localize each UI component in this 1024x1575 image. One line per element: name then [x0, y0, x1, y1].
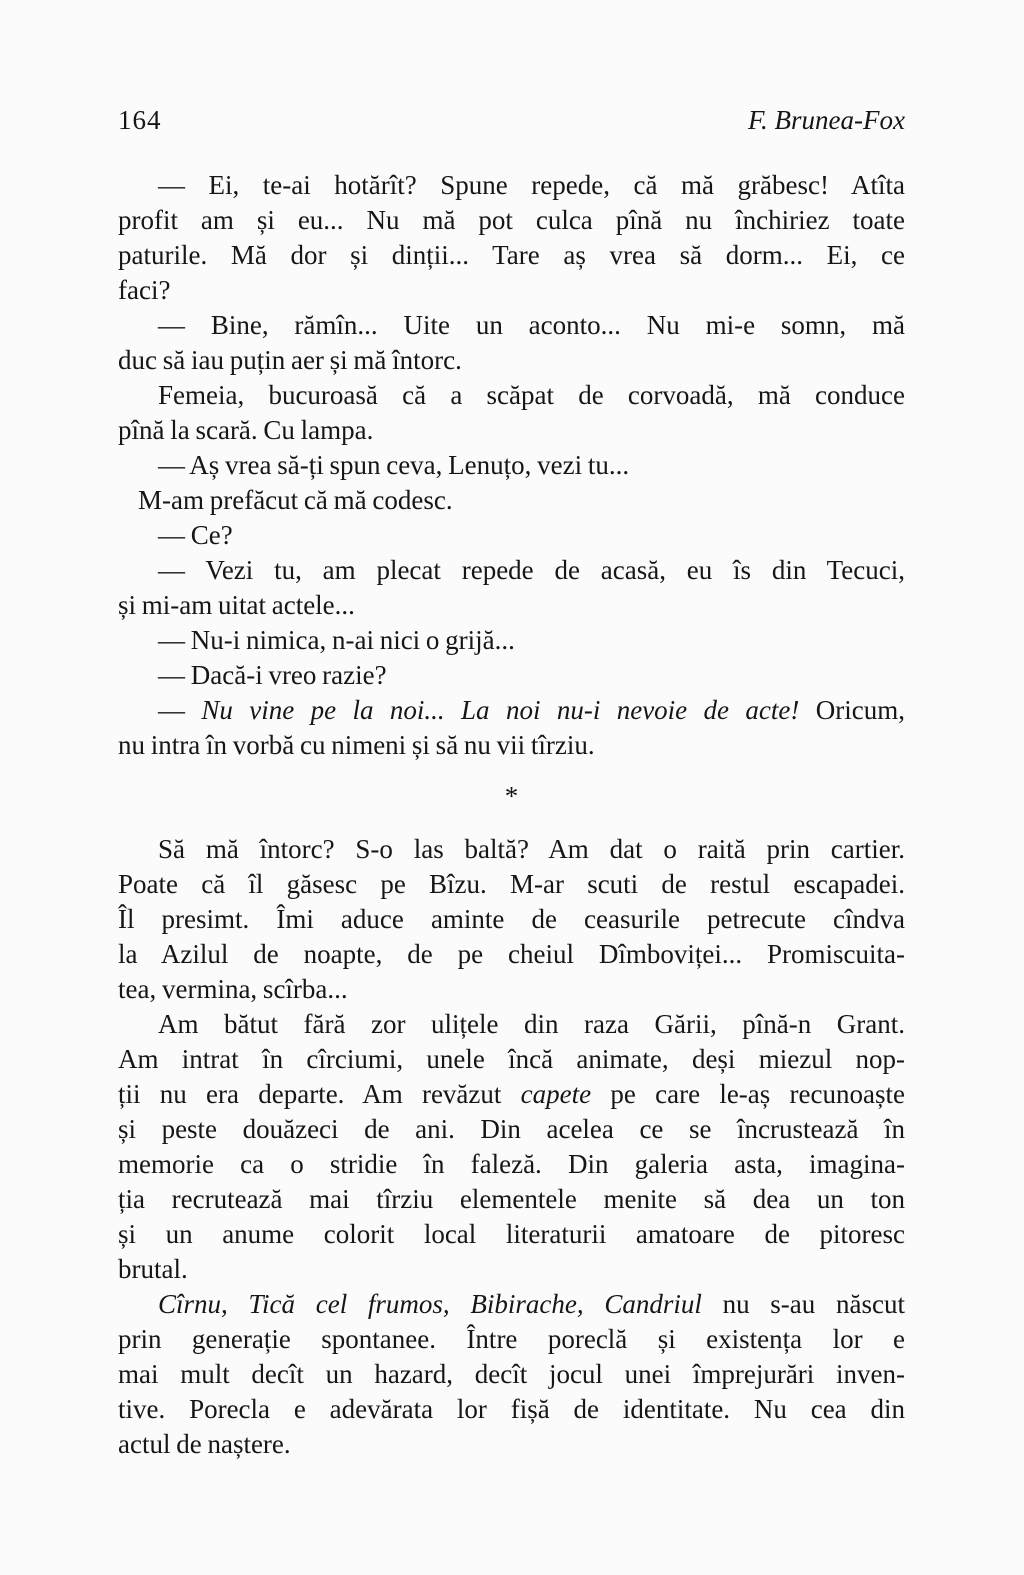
text-line: [118, 168, 905, 203]
text-line: [118, 483, 905, 518]
paragraph: [118, 832, 905, 1007]
text-line: [118, 832, 905, 867]
text-segment: nu s-au născut: [701, 1289, 905, 1319]
text-segment: — Bine, rămîn... Uite un aconto... Nu mi-e somn, mă: [158, 310, 905, 340]
text-line: [118, 867, 905, 902]
text-segment: pînă la scară. Cu lampa.: [118, 415, 374, 445]
text-line: [118, 1182, 905, 1217]
text-segment: și un anume colorit local literaturii amatoare de pitoresc: [118, 1219, 905, 1249]
paragraph: [118, 518, 905, 553]
text-segment: Am bătut fără zor ulițele din raza Gării, pînă-n Grant.: [158, 1009, 905, 1039]
text-line: [118, 902, 905, 937]
text-segment: prin generație spontanee. Între poreclă și existența lor e: [118, 1324, 905, 1354]
paragraph: [118, 1287, 905, 1462]
section-separator: *: [504, 781, 519, 811]
text-line: [118, 1042, 905, 1077]
text-segment: la Azilul de noapte, de pe cheiul Dîmboviței... Promiscuita-: [118, 939, 905, 969]
text-line: [118, 273, 905, 308]
paragraph: [118, 483, 905, 518]
text-segment: — Dacă-i vreo razie?: [158, 660, 387, 690]
page-header: [118, 104, 905, 136]
text-line: [118, 1007, 905, 1042]
text-segment: —: [158, 695, 202, 725]
text-segment: — Ei, te-ai hotărît? Spune repede, că mă grăbesc! Atîta: [158, 170, 905, 200]
text-line: [118, 1217, 905, 1252]
paragraph: [118, 658, 905, 693]
text-line: [118, 588, 905, 623]
text-segment: brutal.: [118, 1254, 188, 1284]
text-segment: Să mă întorc? S-o las baltă? Am dat o raită prin cartier.: [158, 834, 905, 864]
text-line: [118, 1322, 905, 1357]
text-block: [118, 168, 905, 1462]
paragraph: [118, 623, 905, 658]
italic-text-segment: Cîrnu, Tică cel frumos, Bibirache, Candriul: [158, 1289, 702, 1319]
running-head: F. Brunea-Fox: [748, 105, 905, 135]
text-line: [118, 308, 905, 343]
text-line: [118, 1287, 905, 1322]
text-segment: — Ce?: [158, 520, 233, 550]
text-line: [118, 203, 905, 238]
text-segment: tive. Porecla e adevărata lor fișă de identitate. Nu cea din: [118, 1394, 905, 1424]
text-line: [118, 972, 905, 1007]
text-segment: ția recrutează mai tîrziu elementele menite să dea un ton: [118, 1184, 905, 1214]
italic-text-segment: Nu vine pe la noi... La noi nu-i nevoie de acte!: [201, 695, 800, 725]
text-segment: Poate că îl găsesc pe Bîzu. M-ar scuti de restul escapadei.: [118, 869, 905, 899]
text-line: [118, 1077, 905, 1112]
text-line: [118, 378, 905, 413]
page-number: 164: [118, 105, 162, 135]
paragraph: [118, 1007, 905, 1287]
text-line: [118, 1112, 905, 1147]
text-line: [118, 413, 905, 448]
text-line: [118, 448, 905, 483]
text-segment: M-am prefăcut că mă codesc.: [138, 485, 453, 515]
paragraph: [118, 693, 905, 763]
text-line: [118, 693, 905, 728]
text-line: [118, 553, 905, 588]
text-segment: Femeia, bucuroasă că a scăpat de corvoadă, mă conduce: [158, 380, 905, 410]
text-line: [118, 1147, 905, 1182]
text-line: [118, 1252, 905, 1287]
text-line: [118, 343, 905, 378]
paragraph: [118, 448, 905, 483]
text-line: [118, 1392, 905, 1427]
text-segment: — Aș vrea să-ți spun ceva, Lenuțo, vezi tu...: [158, 450, 630, 480]
text-segment: memorie ca o stridie în faleză. Din galeria asta, imagina-: [118, 1149, 905, 1179]
text-segment: și mi-am uitat actele...: [118, 590, 355, 620]
text-segment: tea, vermina, scîrba...: [118, 974, 348, 1004]
text-segment: pe care le-aș recunoaște: [591, 1079, 905, 1109]
text-segment: faci?: [118, 275, 171, 305]
text-segment: paturile. Mă dor și dinții... Tare aș vrea să dorm... Ei, ce: [118, 240, 905, 270]
paragraph: [118, 378, 905, 448]
text-line: [118, 658, 905, 693]
text-segment: Oricum,: [799, 695, 906, 725]
text-line: [118, 1427, 905, 1462]
text-line: [118, 1357, 905, 1392]
text-segment: actul de naștere.: [118, 1429, 291, 1459]
text-segment: Am intrat în cîrciumi, unele încă animate, deși miezul nop-: [118, 1044, 905, 1074]
text-segment: — Nu-i nimica, n-ai nici o grijă...: [158, 625, 515, 655]
text-segment: Îl presimt. Îmi aduce aminte de ceasurile petrecute cîndva: [118, 904, 905, 934]
text-segment: și peste douăzeci de ani. Din acelea ce se încrustează în: [118, 1114, 905, 1144]
italic-text-segment: capete: [520, 1079, 592, 1109]
text-segment: mai mult decît un hazard, decît jocul unei împrejurări inven-: [118, 1359, 905, 1389]
paragraph: [118, 553, 905, 623]
text-line: [118, 238, 905, 273]
text-segment: nu intra în vorbă cu nimeni și să nu vii tîrziu.: [118, 730, 595, 760]
text-line: [118, 937, 905, 972]
text-segment: ții nu era departe. Am revăzut: [118, 1079, 521, 1109]
text-line: [118, 518, 905, 553]
text-segment: duc să iau puțin aer și mă întorc.: [118, 345, 462, 375]
text-segment: — Vezi tu, am plecat repede de acasă, eu îs din Tecuci,: [158, 555, 905, 585]
text-segment: profit am și eu... Nu mă pot culca pînă nu închiriez toate: [118, 205, 905, 235]
paragraph: [118, 168, 905, 308]
paragraph: [118, 308, 905, 378]
text-line: [118, 623, 905, 658]
text-line: [118, 728, 905, 763]
